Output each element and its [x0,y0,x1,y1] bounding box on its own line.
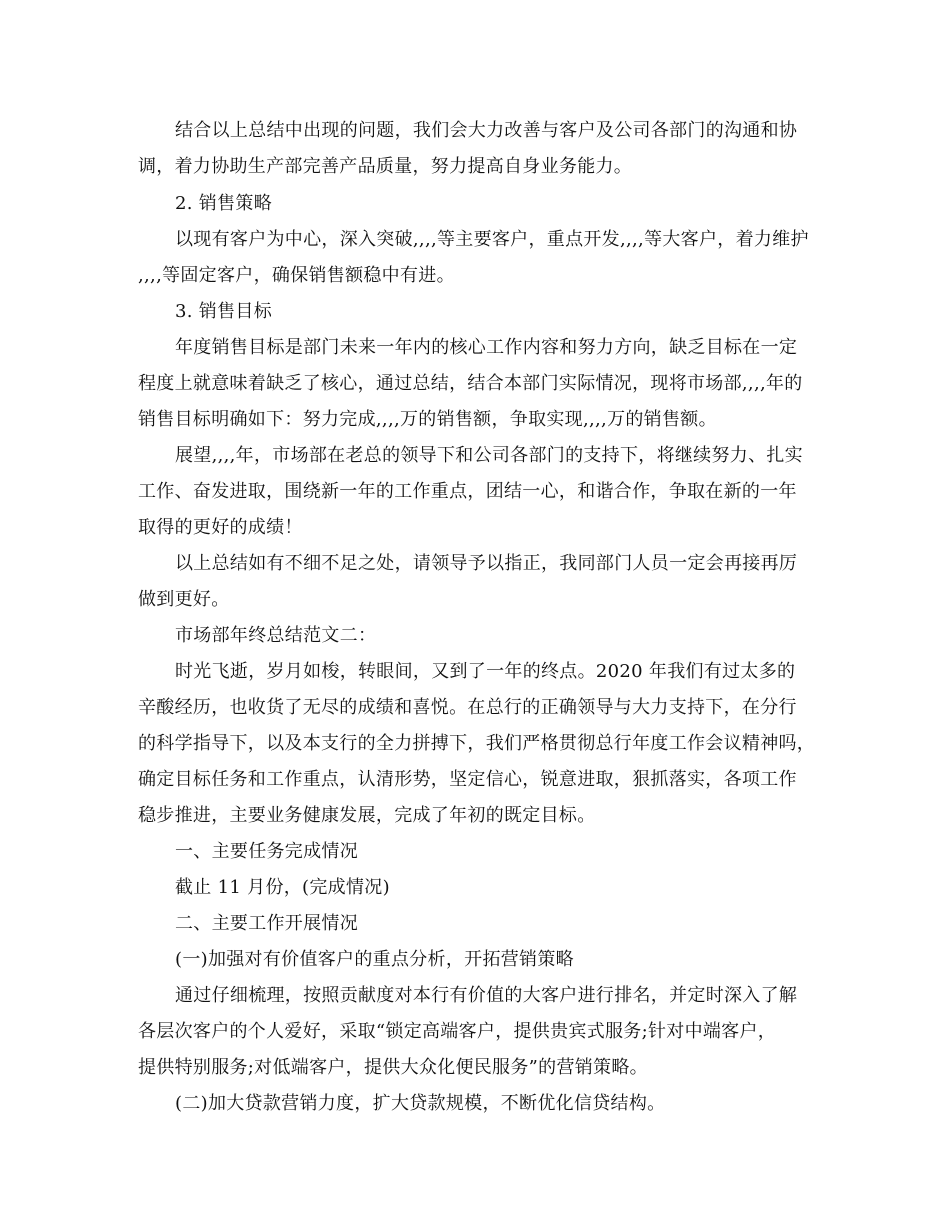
body-text-line: 时光飞逝，岁月如梭，转眼间，又到了一年的终点。2020 年我们有过太多的 [175,661,796,682]
section-heading: 3. 销售目标 [175,301,272,322]
section-heading: 2. 销售策略 [175,193,272,214]
body-text-line: 通过仔细梳理，按照贡献度对本行有价值的大客户进行排名，并定时深入了解 [175,985,798,1006]
body-text-line: 提供特别服务;对低端客户，提供大众化便民服务”的营销策略。 [138,1057,648,1078]
body-text-line: 各层次客户的个人爱好，采取“锁定高端客户，提供贵宾式服务;针对中端客户， [138,1021,777,1042]
body-text-line: 工作、奋发进取，围绕新一年的工作重点，团结一心，和谐合作，争取在新的一年 [138,481,797,502]
body-text-line: 以现有客户为中心，深入突破,,,,等主要客户，重点开发,,,,等大客户，着力维护 [175,229,809,250]
body-text-line: 调，着力协助生产部完善产品质量，努力提高自身业务能力。 [138,156,633,177]
body-text-line: 年度销售目标是部门未来一年内的核心工作内容和努力方向，缺乏目标在一定 [175,337,798,358]
body-text-line: 以上总结如有不细不足之处，请领导予以指正，我同部门人员一定会再接再厉 [175,553,798,574]
section-heading: 二、主要工作开展情况 [175,913,358,934]
body-text-line: 展望,,,,年，市场部在老总的领导下和公司各部门的支持下，将继续努力、扎实 [175,445,803,466]
body-text-line: 程度上就意味着缺乏了核心，通过总结，结合本部门实际情况，现将市场部,,,,年的 [138,373,803,394]
subsection-heading: (二)加大贷款营销力度，扩大贷款规模，不断优化信贷结构。 [175,1093,666,1114]
body-text-line: 的科学指导下，以及本支行的全力拼搏下，我们严格贯彻总行年度工作会议精神吗， [138,733,816,754]
body-text-line: 截止 11 月份，(完成情况) [175,877,390,898]
body-text-line: 销售目标明确如下：努力完成,,,,万的销售额，争取实现,,,,万的销售额。 [138,409,717,430]
body-text-line: 稳步推进，主要业务健康发展，完成了年初的既定目标。 [138,805,596,826]
subsection-heading: (一)加强对有价值客户的重点分析，开拓营销策略 [175,949,574,970]
section-heading: 市场部年终总结范文二： [175,625,377,646]
body-text-line: 辛酸经历，也收货了无尽的成绩和喜悦。在总行的正确领导与大力支持下，在分行 [138,697,797,718]
body-text-line: ,,,,等固定客户，确保销售额稳中有进。 [138,265,455,286]
body-text-line: 做到更好。 [138,589,230,610]
body-text-line: 结合以上总结中出现的问题，我们会大力改善与客户及公司各部门的沟通和协 [175,120,798,141]
body-text-line: 确定目标任务和工作重点，认清形势，坚定信心，锐意进取，狠抓落实，各项工作 [138,769,797,790]
section-heading: 一、主要任务完成情况 [175,841,358,862]
body-text-line: 取得的更好的成绩！ [138,517,303,538]
